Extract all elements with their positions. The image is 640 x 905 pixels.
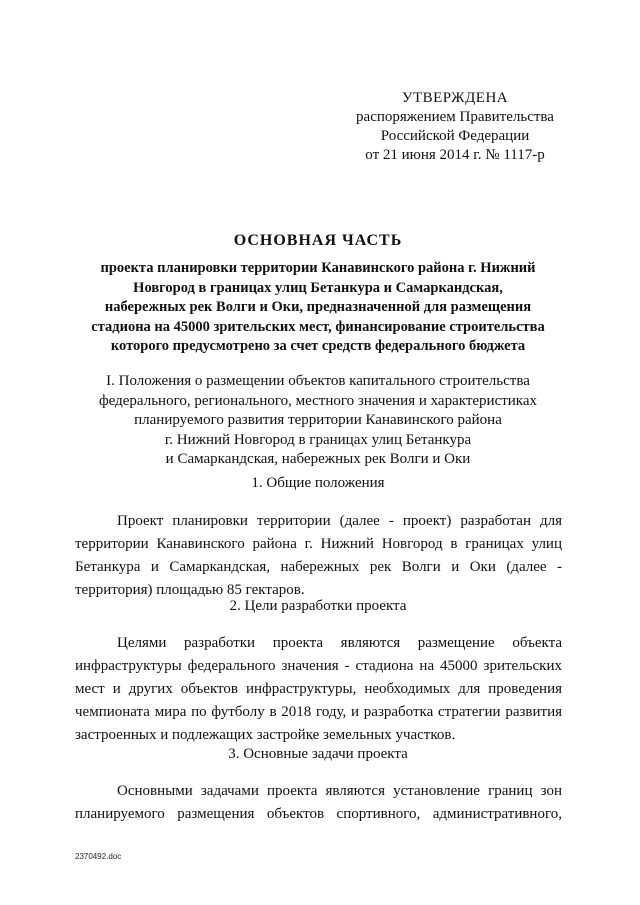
- paragraph-line: территории Канавинского района г. Нижний Новгород в границах улиц: [75, 536, 562, 552]
- paragraph-line: застроенных и подлежащих застройке земельных участков.: [75, 727, 456, 743]
- section-heading-line: федерального, регионального, местного значения и характеристиках: [98, 392, 538, 409]
- paragraph-line: инфраструктуры федерального значения - стадиона на 45000 зрительских: [75, 658, 562, 674]
- section-heading-line: планируемого развития территории Канавинского района: [134, 412, 502, 428]
- section-heading: [60, 372, 576, 470]
- subsection-heading-general: 1. Общие положения: [251, 475, 385, 491]
- section-heading-line: г. Нижний Новгород в границах улиц Бетанкура: [164, 431, 472, 448]
- paragraph-tasks: [75, 780, 562, 826]
- subject-line: Новгород в границах улиц Бетанкура и Самаркандская,: [133, 279, 503, 296]
- subsection-heading-goals: 2. Цели разработки проекта: [229, 598, 407, 614]
- subject-line: проекта планировки территории Канавинского района г. Нижний: [100, 260, 536, 276]
- paragraph-line: территория) площадью 85 гектаров.: [75, 582, 305, 598]
- approval-line: Российской Федерации: [380, 128, 530, 144]
- paragraph-line: планируемого размещения объектов спортивного, административного,: [75, 806, 562, 822]
- subsection-heading-tasks: 3. Основные задачи проекта: [228, 746, 408, 762]
- document-subject: [60, 259, 576, 357]
- section-heading-line: I. Положения о размещении объектов капитального строительства: [106, 373, 530, 389]
- document-title: ОСНОВНАЯ ЧАСТЬ: [233, 232, 403, 249]
- approval-status: УТВЕРЖДЕНА: [401, 90, 509, 106]
- subject-line: набережных рек Волги и Оки, предназначенной для размещения: [104, 299, 532, 315]
- approval-date-number: от 21 июня 2014 г. № 1117-р: [365, 147, 545, 163]
- paragraph-line: Проект планировки территории (далее - проект) разработан для: [117, 513, 562, 529]
- paragraph-line: мест и других объектов инфраструктуры, необходимых для проведения: [75, 681, 562, 697]
- subject-line: стадиона на 45000 зрительских мест, финансирование строительства: [91, 318, 545, 335]
- paragraph-line: Бетанкура и Самаркандская, набережных рек Волги и Оки (далее -: [75, 559, 562, 575]
- approval-line: распоряжением Правительства: [356, 109, 554, 125]
- subject-line: которого предусмотрено за счет средств федерального бюджета: [110, 338, 526, 354]
- approval-block: [330, 89, 580, 165]
- paragraph-line: чемпионата мира по футболу в 2018 году, и разработка стратегии развития: [75, 704, 562, 720]
- file-name-footer: 2370492.doc: [75, 852, 122, 861]
- paragraph-line: Целями разработки проекта являются размещение объекта: [117, 635, 562, 651]
- section-heading-line: и Самаркандская, набережных рек Волги и Оки: [165, 451, 471, 467]
- paragraph-goals: [75, 632, 562, 747]
- paragraph-general: [75, 510, 562, 602]
- paragraph-line: Основными задачами проекта являются установление границ зон: [117, 783, 562, 799]
